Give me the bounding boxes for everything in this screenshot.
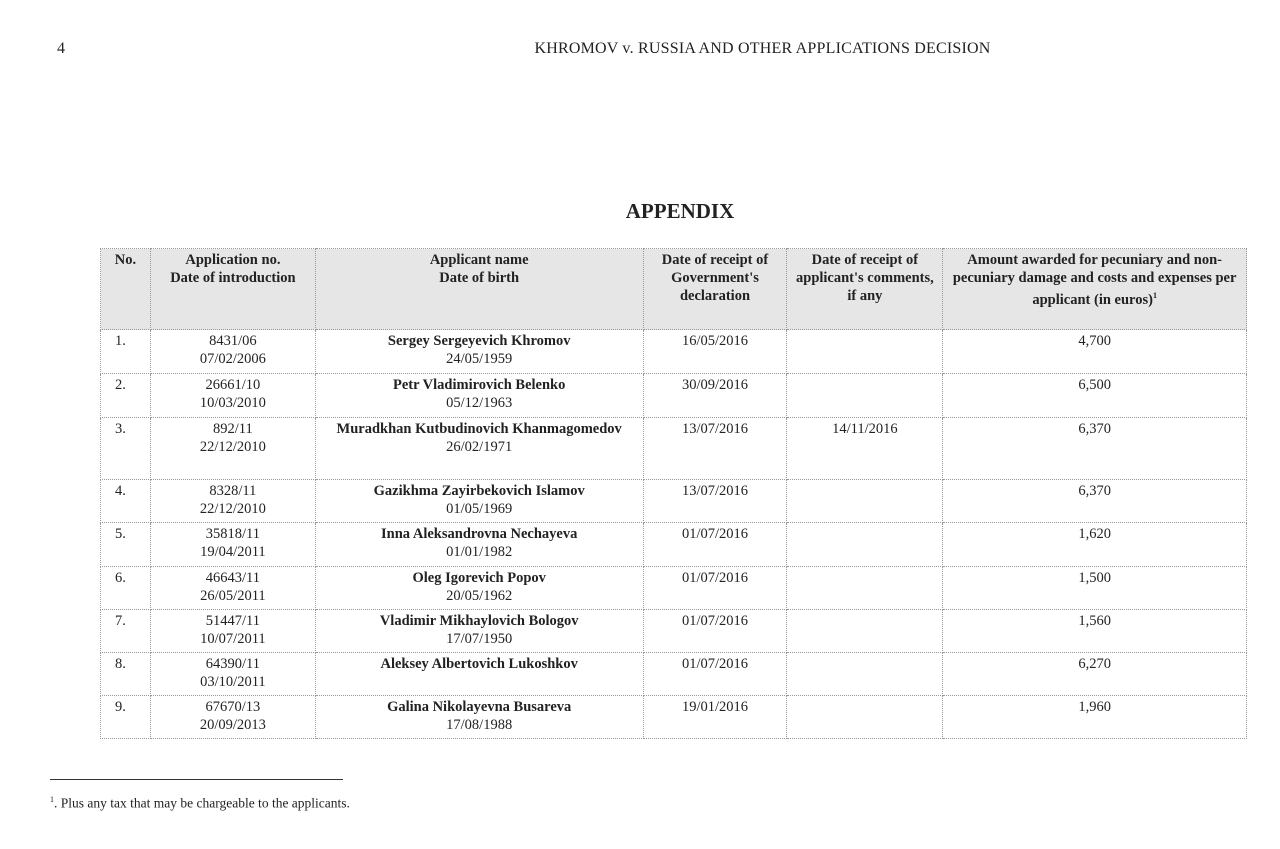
date-of-birth: 20/05/1962 bbox=[446, 588, 513, 604]
cell-no: 3. bbox=[101, 418, 151, 480]
application-no: 67670/13 bbox=[205, 699, 261, 715]
date-introduction: 22/12/2010 bbox=[199, 501, 266, 517]
cell-no: 8. bbox=[101, 653, 151, 696]
applicant-name: Inna Aleksandrovna Nechayeva bbox=[381, 526, 578, 542]
header-amount bbox=[943, 249, 1247, 330]
date-introduction: 03/10/2011 bbox=[200, 674, 266, 690]
cell-gov-declaration: 01/07/2016 bbox=[643, 523, 787, 567]
date-introduction: 10/07/2011 bbox=[200, 631, 266, 647]
date-of-birth: 05/12/1963 bbox=[446, 395, 513, 411]
application-no: 8328/11 bbox=[209, 483, 257, 499]
cell-gov-declaration: 13/07/2016 bbox=[643, 418, 787, 480]
cell-application bbox=[150, 523, 315, 567]
applicant-name: Petr Vladimirovich Belenko bbox=[392, 377, 566, 393]
cell-application bbox=[150, 696, 315, 739]
cell-applicant bbox=[315, 480, 643, 523]
application-no: 35818/11 bbox=[205, 526, 261, 542]
applicant-name: Galina Nikolayevna Busareva bbox=[387, 699, 572, 715]
cell-comments bbox=[787, 696, 943, 739]
cell-application bbox=[150, 653, 315, 696]
cell-amount: 6,270 bbox=[943, 653, 1247, 696]
footnote-ref: 1 bbox=[1152, 291, 1157, 300]
cell-applicant bbox=[315, 653, 643, 696]
date-of-birth: 17/08/1988 bbox=[446, 717, 513, 733]
cell-no: 4. bbox=[101, 480, 151, 523]
header-date-introduction: Date of introduction bbox=[170, 270, 296, 286]
cell-gov-declaration: 01/07/2016 bbox=[643, 610, 787, 653]
header-no: No. bbox=[101, 249, 151, 330]
cell-no: 6. bbox=[101, 567, 151, 610]
header-date-of-birth: Date of birth bbox=[439, 270, 520, 286]
header-application bbox=[150, 249, 315, 330]
cell-amount: 4,700 bbox=[943, 330, 1247, 374]
cell-amount: 1,960 bbox=[943, 696, 1247, 739]
cell-no: 7. bbox=[101, 610, 151, 653]
cell-comments bbox=[787, 567, 943, 610]
applicant-name: Muradkhan Kutbudinovich Khanmagomedov bbox=[336, 421, 622, 437]
cell-gov-declaration: 16/05/2016 bbox=[643, 330, 787, 374]
application-no: 8431/06 bbox=[209, 333, 257, 349]
cell-comments: 14/11/2016 bbox=[787, 418, 943, 480]
cell-gov-declaration: 01/07/2016 bbox=[643, 653, 787, 696]
cell-amount: 6,370 bbox=[943, 480, 1247, 523]
footnote bbox=[50, 795, 350, 812]
cell-gov-declaration: 13/07/2016 bbox=[643, 480, 787, 523]
applicant-name: Sergey Sergeyevich Khromov bbox=[387, 333, 571, 349]
cell-amount: 1,500 bbox=[943, 567, 1247, 610]
cell-application bbox=[150, 480, 315, 523]
cell-applicant bbox=[315, 567, 643, 610]
cell-applicant bbox=[315, 374, 643, 418]
cell-applicant bbox=[315, 330, 643, 374]
cell-amount: 6,500 bbox=[943, 374, 1247, 418]
date-introduction: 10/03/2010 bbox=[199, 395, 266, 411]
cell-amount: 6,370 bbox=[943, 418, 1247, 480]
applicant-name: Oleg Igorevich Popov bbox=[412, 570, 546, 586]
cell-application bbox=[150, 610, 315, 653]
application-no: 46643/11 bbox=[205, 570, 261, 586]
table-row bbox=[101, 330, 1247, 374]
cell-comments bbox=[787, 523, 943, 567]
footnote-mark: 1 bbox=[50, 795, 54, 804]
page-title: APPENDIX bbox=[625, 199, 735, 223]
cell-comments bbox=[787, 330, 943, 374]
applicant-name: Vladimir Mikhaylovich Bologov bbox=[379, 613, 579, 629]
date-introduction: 22/12/2010 bbox=[199, 439, 266, 455]
footnote-text: . Plus any tax that may be chargeable to the applicants. bbox=[54, 795, 350, 811]
table-header-row bbox=[101, 249, 1247, 330]
date-of-birth: 17/07/1950 bbox=[446, 631, 513, 647]
cell-gov-declaration: 19/01/2016 bbox=[643, 696, 787, 739]
table-row bbox=[101, 480, 1247, 523]
footnote-divider bbox=[50, 779, 343, 780]
cell-no: 2. bbox=[101, 374, 151, 418]
applicant-name: Aleksey Albertovich Lukoshkov bbox=[380, 656, 578, 672]
cell-comments bbox=[787, 374, 943, 418]
applicant-name: Gazikhma Zayirbekovich Islamov bbox=[373, 483, 585, 499]
cell-application bbox=[150, 567, 315, 610]
cell-applicant bbox=[315, 610, 643, 653]
cell-application bbox=[150, 418, 315, 480]
application-no: 892/11 bbox=[213, 421, 253, 437]
cell-application bbox=[150, 330, 315, 374]
header-comments: Date of receipt of applicant's comments, if any bbox=[787, 249, 943, 330]
date-introduction: 20/09/2013 bbox=[199, 717, 266, 733]
date-introduction: 19/04/2011 bbox=[200, 544, 266, 560]
cell-applicant bbox=[315, 418, 643, 480]
table-row bbox=[101, 610, 1247, 653]
table-row bbox=[101, 374, 1247, 418]
application-no: 64390/11 bbox=[205, 656, 261, 672]
table-row bbox=[101, 567, 1247, 610]
cell-applicant bbox=[315, 523, 643, 567]
cell-applicant bbox=[315, 696, 643, 739]
cell-gov-declaration: 30/09/2016 bbox=[643, 374, 787, 418]
cell-gov-declaration: 01/07/2016 bbox=[643, 567, 787, 610]
cell-no: 5. bbox=[101, 523, 151, 567]
table-row bbox=[101, 418, 1247, 480]
date-of-birth: 01/05/1969 bbox=[446, 501, 513, 517]
application-no: 26661/10 bbox=[205, 377, 261, 393]
appendix-table bbox=[100, 248, 1247, 739]
date-introduction: 26/05/2011 bbox=[200, 588, 266, 604]
cell-no: 1. bbox=[101, 330, 151, 374]
date-of-birth: 01/01/1982 bbox=[446, 544, 513, 560]
cell-amount: 1,620 bbox=[943, 523, 1247, 567]
cell-comments bbox=[787, 610, 943, 653]
header-applicant bbox=[315, 249, 643, 330]
header-amount-text: Amount awarded for pecuniary and non-pecuniary damage and costs and expenses per applicant (in euros) bbox=[952, 252, 1237, 308]
cell-no: 9. bbox=[101, 696, 151, 739]
cell-application bbox=[150, 374, 315, 418]
running-header: KHROMOV v. RUSSIA AND OTHER APPLICATIONS DECISION bbox=[534, 40, 991, 57]
date-introduction: 07/02/2006 bbox=[199, 351, 266, 367]
date-of-birth: 26/02/1971 bbox=[446, 439, 513, 455]
header-applicant-name: Applicant name bbox=[429, 252, 529, 268]
page-number: 4 bbox=[57, 40, 65, 57]
table-row bbox=[101, 523, 1247, 567]
cell-amount: 1,560 bbox=[943, 610, 1247, 653]
table-row bbox=[101, 653, 1247, 696]
header-gov-declaration: Date of receipt of Government's declaration bbox=[643, 249, 787, 330]
cell-comments bbox=[787, 653, 943, 696]
date-of-birth: 24/05/1959 bbox=[446, 351, 513, 367]
cell-comments bbox=[787, 480, 943, 523]
table-row bbox=[101, 696, 1247, 739]
header-application-no: Application no. bbox=[185, 252, 281, 268]
application-no: 51447/11 bbox=[205, 613, 261, 629]
